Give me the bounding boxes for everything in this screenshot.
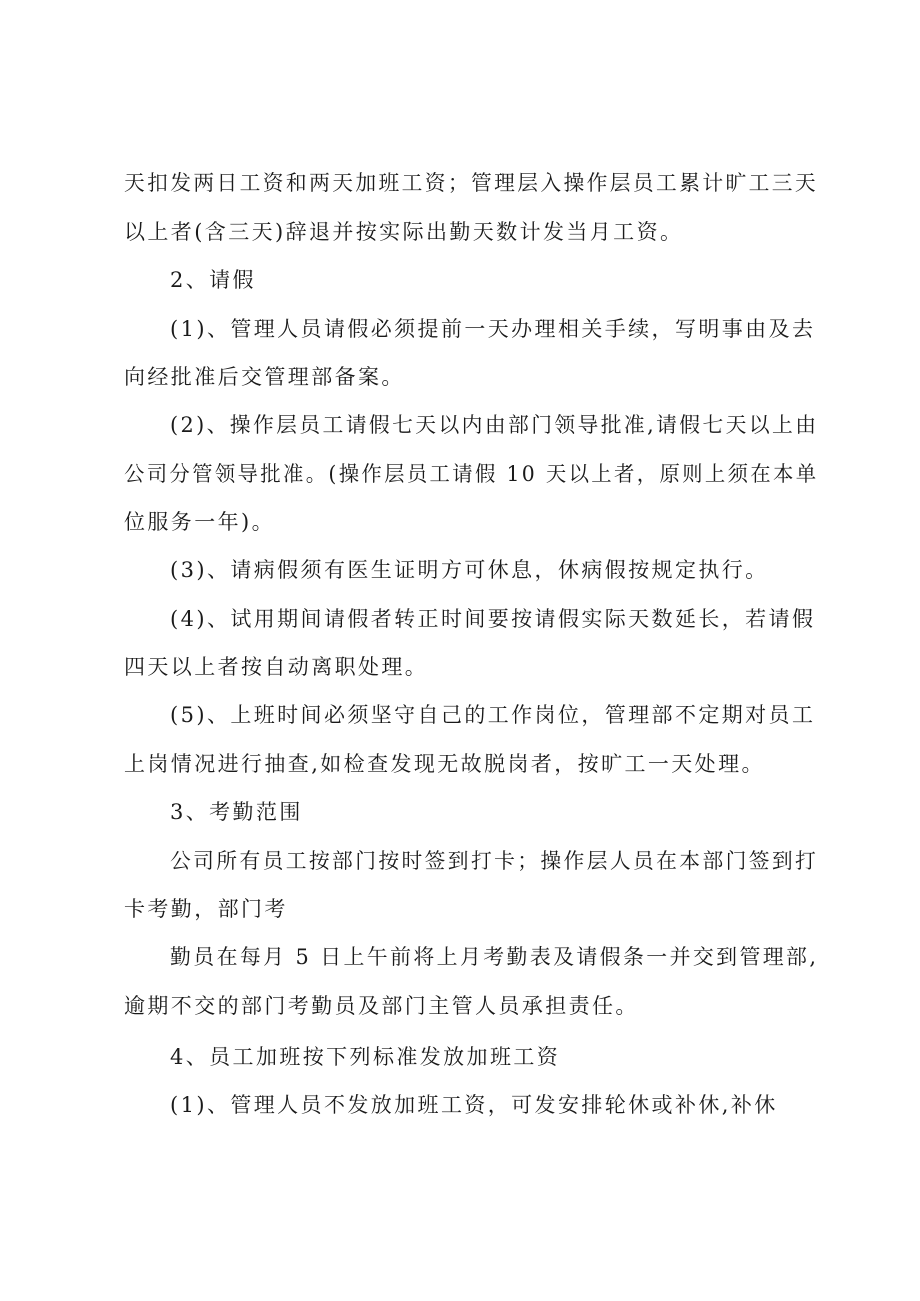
text-line: 以上者(含三天)辞退并按实际出勤天数计发当月工资。 <box>124 220 684 244</box>
text-line: 逾期不交的部门考勤员及部门主管人员承担责任。 <box>124 994 639 1018</box>
text-line: 卡考勤，部门考 <box>124 897 288 921</box>
text-line: 上岗情况进行抽查,如检查发现无故脱岗者，按旷工一天处理。 <box>124 752 765 776</box>
text-line: (2)、操作层员工请假七天以内由部门领导批准,请假七天以上由 <box>170 413 819 437</box>
text-line: (1)、管理人员不发放加班工资，可发安排轮休或补休,补休 <box>170 1093 778 1117</box>
section-heading-leave: 2、请假 <box>170 268 256 292</box>
text-line: 公司所有员工按部门按时签到打卡；操作层人员在本部门签到打 <box>170 849 819 873</box>
text-line: (1)、管理人员请假必须提前一天办理相关手续，写明事由及去 <box>170 317 816 341</box>
text-line: (4)、试用期间请假者转正时间要按请假实际天数延长，若请假 <box>170 607 816 631</box>
text-line: (5)、上班时间必须坚守自己的工作岗位，管理部不定期对员工 <box>170 703 816 727</box>
text-line: (3)、请病假须有医生证明方可休息，休病假按规定执行。 <box>170 558 769 582</box>
text-line: 勤员在每月 5 日上午前将上月考勤表及请假条一并交到管理部, <box>170 945 819 969</box>
section-heading-overtime: 4、员工加班按下列标准发放加班工资 <box>170 1045 561 1069</box>
text-line: 天扣发两日工资和两天加班工资；管理层入操作层员工累计旷工三天 <box>124 171 818 195</box>
text-line: 向经批准后交管理部备案。 <box>124 365 405 389</box>
text-line: 公司分管领导批准。(操作层员工请假 10 天以上者，原则上须在本单 <box>124 462 819 486</box>
section-heading-attendance-scope: 3、考勤范围 <box>170 800 303 824</box>
text-line: 位服务一年)。 <box>124 510 275 534</box>
text-line: 四天以上者按自动离职处理。 <box>124 655 429 679</box>
